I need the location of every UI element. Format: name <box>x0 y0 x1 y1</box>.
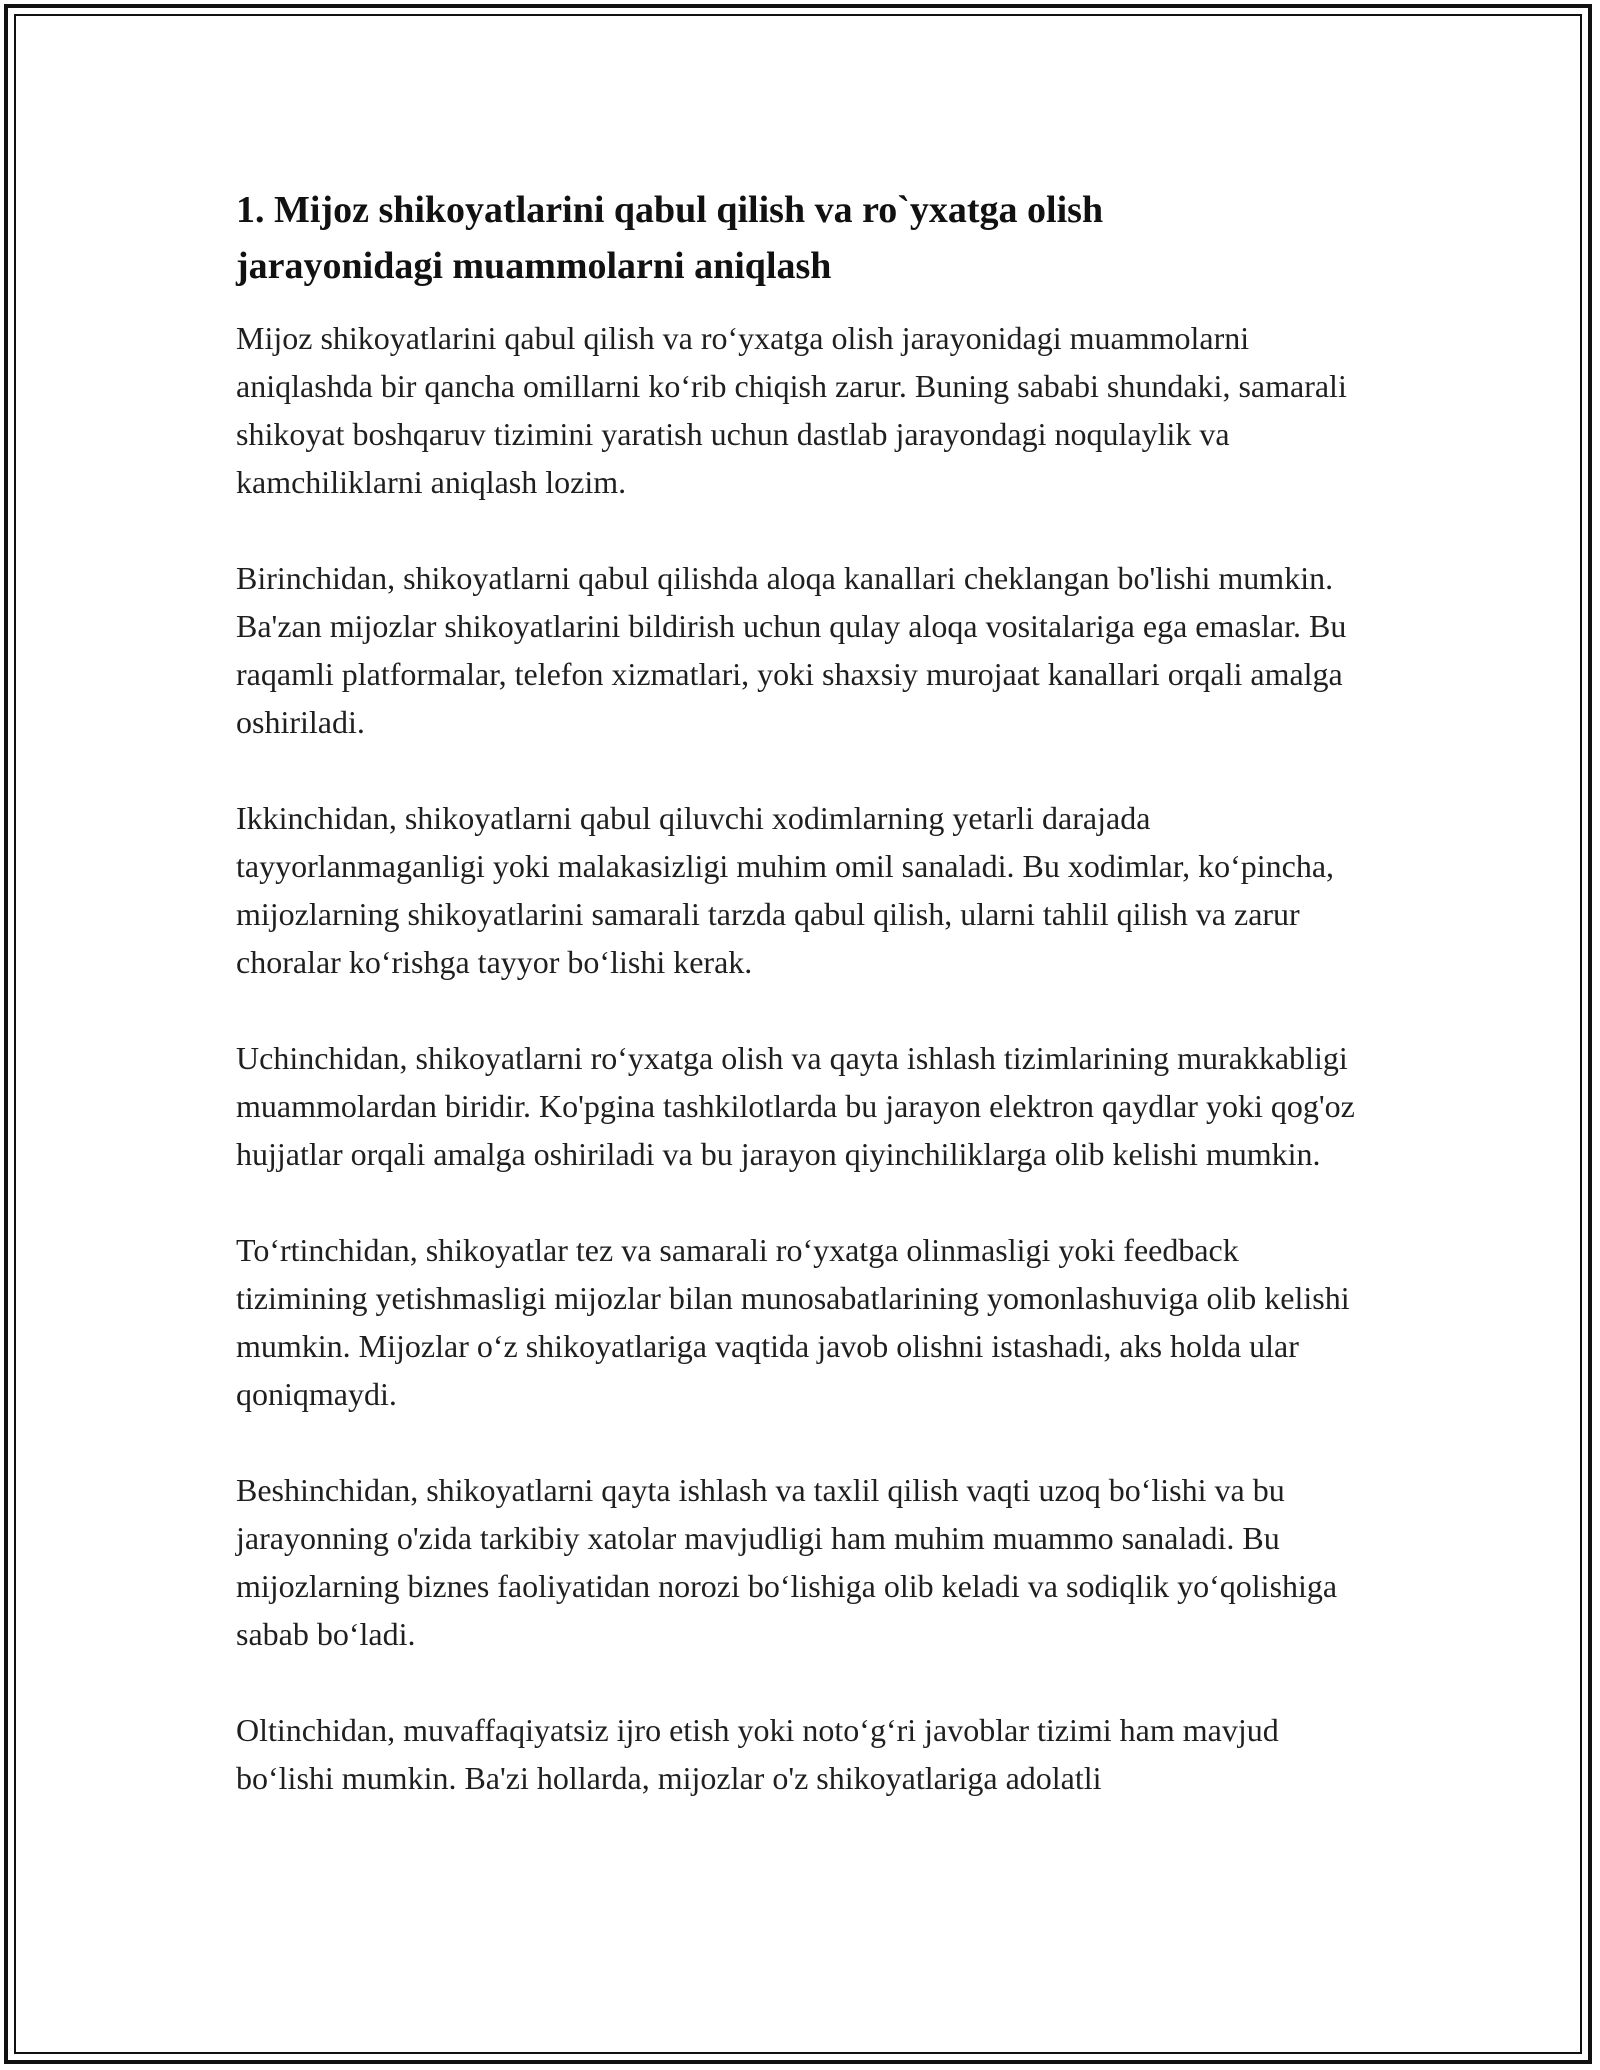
paragraph-second: Ikkinchidan, shikoyatlarni qabul qiluvchi xodimlarning yetarli darajada tayyorlanmaganligi yoki malakasizligi muhim omil sanaladi. Bu xodimlar, ko‘pincha, mijozlarning shikoyatlarini samarali tarzda qabul qilish, ularni tahlil qilish va zarur choralar ko‘rishga tayyor bo‘lishi kerak. <box>236 800 1335 980</box>
document-body <box>236 182 1366 1802</box>
paragraph-sixth: Oltinchidan, muvaffaqiyatsiz ijro etish yoki noto‘g‘ri javoblar tizimi ham mavjud bo‘lishi mumkin. Ba'zi hollarda, mijozlar o'z shikoyatlariga adolatli <box>236 1712 1279 1796</box>
paragraph-fifth: Beshinchidan, shikoyatlarni qayta ishlash va taxlil qilish vaqti uzoq bo‘lishi va bu jarayonning o'zida tarkibiy xatolar mavjudligi ham muhim muammo sanaladi. Bu mijozlarning biznes faoliyatidan norozi bo‘lishiga olib keladi va sodiqlik yo‘qolishiga sabab bo‘ladi. <box>236 1472 1338 1652</box>
section-heading <box>236 182 1366 294</box>
paragraph-intro: Mijoz shikoyatlarini qabul qilish va ro‘yxatga olish jarayonidagi muammolarni aniqlashda bir qancha omillarni ko‘rib chiqish zarur. Buning sababi shundaki, samarali shikoyat boshqaruv tizimini yaratish uchun dastlab jarayondagi noqulaylik va kamchiliklarni aniqlash lozim. <box>236 320 1347 500</box>
paragraph-fourth: To‘rtinchidan, shikoyatlar tez va samarali ro‘yxatga olinmasligi yoki feedback tizimining yetishmasligi mijozlar bilan munosabatlarining yomonlashuviga olib kelishi mumkin. Mijozlar o‘z shikoyatlariga vaqtida javob olishni istashadi, aks holda ular qoniqmaydi. <box>236 1232 1350 1412</box>
paragraph-first: Birinchidan, shikoyatlarni qabul qilishda aloqa kanallari cheklangan bo'lishi mumkin. Ba'zan mijozlar shikoyatlarini bildirish uchun qulay aloqa vositalariga ega emaslar. Bu raqamli platformalar, telefon xizmatlari, yoki shaxsiy murojaat kanallari orqali amalga oshiriladi. <box>236 560 1347 740</box>
paragraph-third: Uchinchidan, shikoyatlarni ro‘yxatga olish va qayta ishlash tizimlarining murakkabligi muammolardan biridir. Ko'pgina tashkilotlarda bu jarayon elektron qaydlar yoki qog'oz hujjatlar orqali amalga oshiriladi va bu jarayon qiyinchiliklarga olib kelishi mumkin. <box>236 1040 1355 1172</box>
heading-line-1: 1. Mijoz shikoyatlarini qabul qilish va ro`yxatga olish <box>236 189 1104 231</box>
heading-line-2: jarayonidagi muammolarni aniqlash <box>236 245 832 287</box>
